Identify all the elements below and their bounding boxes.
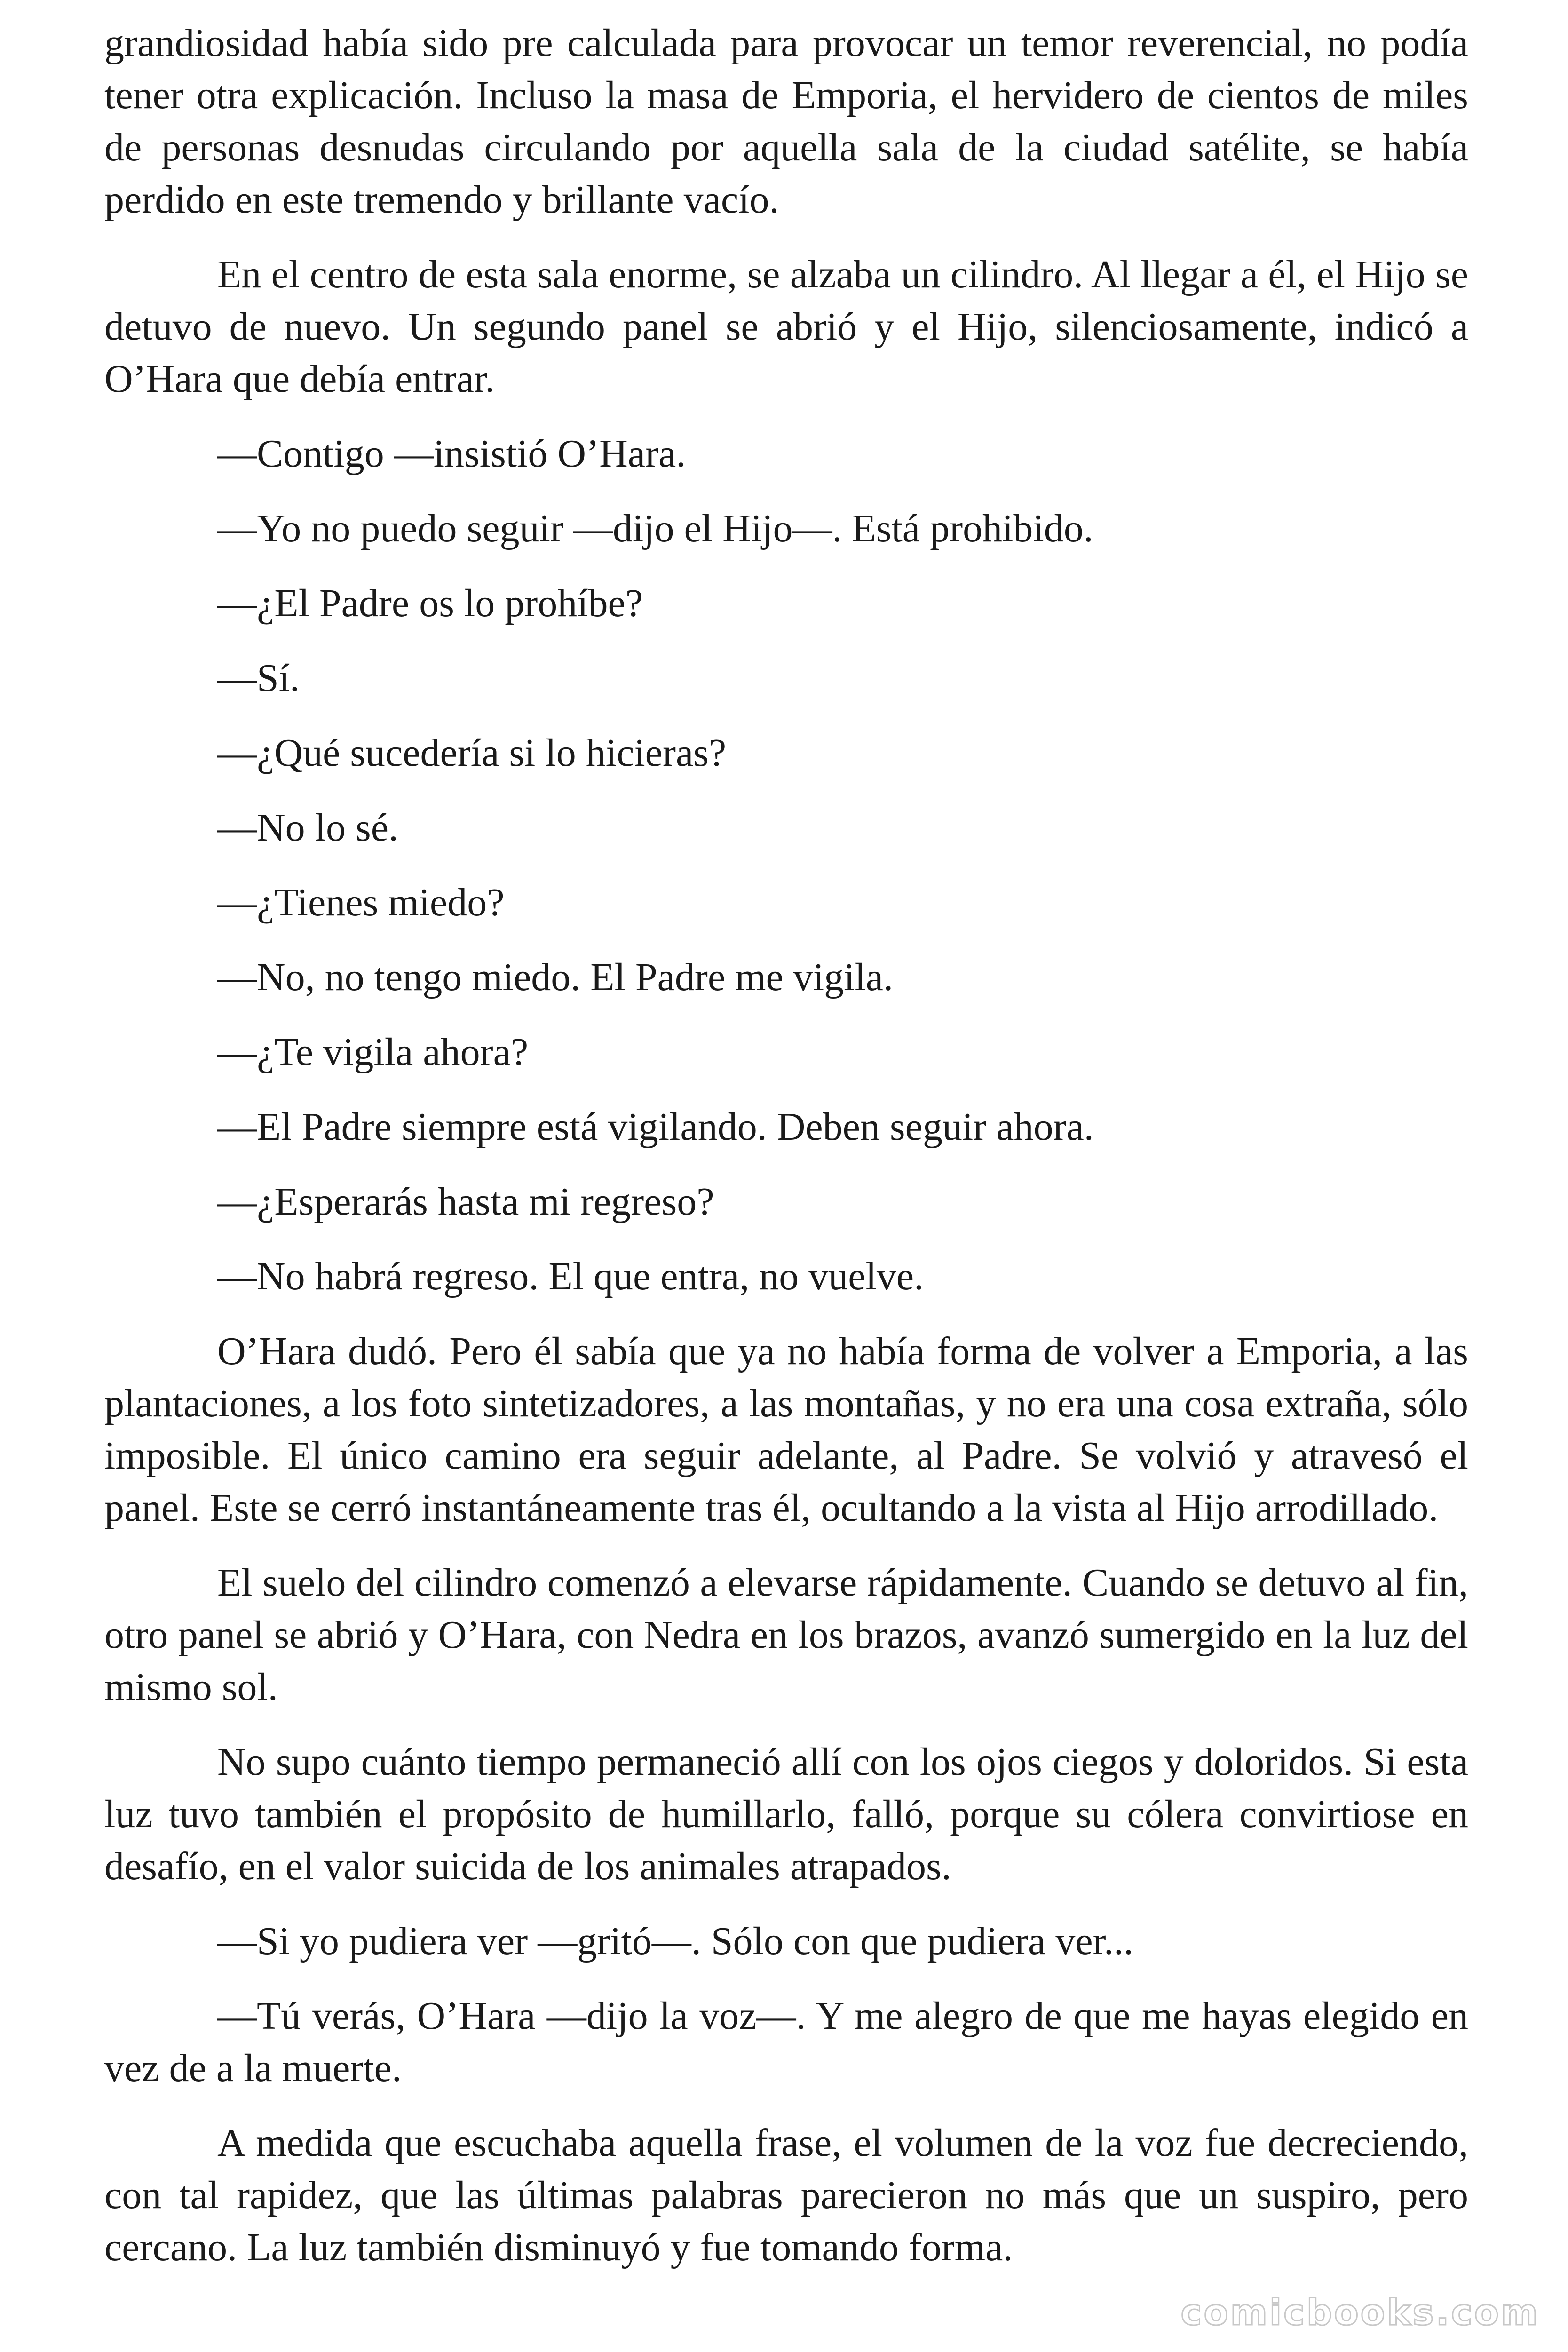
dialogue-line-13: —Si yo pudiera ver —gritó—. Sólo con que pudiera ver...	[217, 1919, 1133, 1963]
paragraph-1: grandiosidad había sido pre calculada para provocar un temor reverencial, no podía tener otra explicación. Incluso la masa de Emporia, el hervidero de cientos de miles de personas desnudas circulando por aquella sala de la ciudad satélite, se había perdido en este tremendo y brillante vacío.	[104, 21, 1468, 222]
dialogue-line-10: —El Padre siempre está vigilando. Deben seguir ahora.	[217, 1105, 1094, 1149]
dialogue-line-5: —¿Qué sucedería si lo hicieras?	[217, 731, 727, 775]
paragraph-4: El suelo del cilindro comenzó a elevarse rápidamente. Cuando se detuvo al fin, otro panel se abrió y O’Hara, con Nedra en los brazos, avanzó sumergido en la luz del mismo sol.	[104, 1561, 1468, 1709]
dialogue-line-1: —Contigo —insistió O’Hara.	[217, 432, 686, 476]
dialogue-line-6: —No lo sé.	[217, 806, 398, 850]
paragraph-5: No supo cuánto tiempo permaneció allí con los ojos ciegos y doloridos. Si esta luz tuvo también el propósito de humillarlo, falló, porque su cólera convirtiose en desafío, en el valor suicida de los animales atrapados.	[104, 1740, 1468, 1888]
dialogue-line-14: —Tú verás, O’Hara —dijo la voz—. Y me alegro de que me hayas elegido en vez de a la muerte.	[104, 1994, 1468, 2090]
paragraph-3: O’Hara dudó. Pero él sabía que ya no había forma de volver a Emporia, a las plantaciones, a los foto sintetizadores, a las montañas, y no era una cosa extraña, sólo imposible. El único camino era seguir adelante, al Padre. Se volvió y atravesó el panel. Este se cerró instantáneamente tras él, ocultando a la vista al Hijo arrodillado.	[104, 1329, 1468, 1530]
watermark: comicbooks.com	[1180, 2291, 1540, 2333]
dialogue-line-2: —Yo no puedo seguir —dijo el Hijo—. Está prohibido.	[217, 507, 1093, 550]
dialogue-line-12: —No habrá regreso. El que entra, no vuelve.	[217, 1255, 924, 1298]
dialogue-line-8: —No, no tengo miedo. El Padre me vigila.	[217, 955, 894, 999]
dialogue-line-11: —¿Esperarás hasta mi regreso?	[217, 1180, 714, 1224]
paragraph-2: En el centro de esta sala enorme, se alzaba un cilindro. Al llegar a él, el Hijo se detuvo de nuevo. Un segundo panel se abrió y el Hijo, silenciosamente, indicó a O’Hara que debía entrar.	[104, 253, 1468, 401]
paragraph-6: A medida que escuchaba aquella frase, el volumen de la voz fue decreciendo, con tal rapidez, que las últimas palabras parecieron no más que un suspiro, pero cercano. La luz también disminuyó y fue tomando forma.	[104, 2121, 1468, 2269]
dialogue-line-9: —¿Te vigila ahora?	[217, 1030, 529, 1074]
dialogue-line-7: —¿Tienes miedo?	[217, 881, 505, 924]
book-page	[104, 17, 1468, 2296]
dialogue-line-4: —Sí.	[217, 656, 300, 700]
dialogue-line-3: —¿El Padre os lo prohíbe?	[217, 581, 643, 625]
